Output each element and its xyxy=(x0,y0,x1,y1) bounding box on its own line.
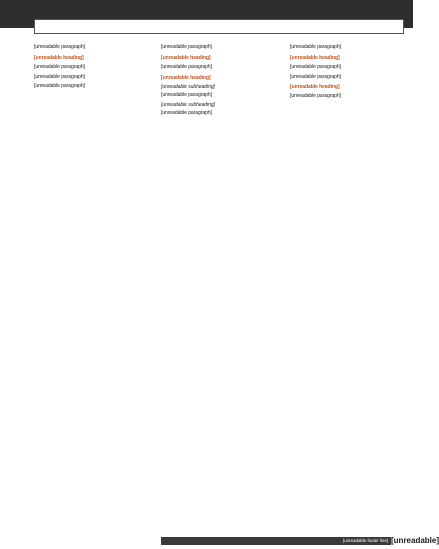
section-heading: [unreadable heading] xyxy=(290,54,340,61)
section-heading: [unreadable heading] xyxy=(34,54,84,61)
text-column-3 xyxy=(290,44,404,524)
paragraph: [unreadable paragraph] xyxy=(34,83,85,90)
paragraph: [unreadable paragraph] xyxy=(34,44,85,50)
text-column-1 xyxy=(34,44,148,524)
section-heading: [unreadable heading] xyxy=(161,74,211,81)
journal-footer: [unreadable footer line] xyxy=(161,537,391,545)
section-heading: [unreadable heading] xyxy=(290,84,340,91)
text-column-2 xyxy=(161,44,275,524)
paragraph: [unreadable paragraph] xyxy=(290,93,341,100)
subsection-heading: [unreadable subheading] xyxy=(161,84,215,91)
paragraph: [unreadable paragraph] xyxy=(290,63,341,70)
paragraph: [unreadable paragraph] xyxy=(161,92,212,99)
page-number: [unreadable] xyxy=(391,536,439,545)
subsection-heading: [unreadable subheading] xyxy=(161,102,215,109)
paragraph: [unreadable paragraph] xyxy=(161,44,212,50)
section-heading: [unreadable heading] xyxy=(161,54,211,61)
paragraph: [unreadable paragraph] xyxy=(34,63,85,70)
paragraph: [unreadable paragraph] xyxy=(161,109,212,116)
running-header xyxy=(34,19,404,34)
paragraph: [unreadable paragraph] xyxy=(290,44,341,50)
paragraph: [unreadable paragraph] xyxy=(34,73,85,80)
paragraph: [unreadable paragraph] xyxy=(290,73,341,80)
paragraph: [unreadable paragraph] xyxy=(161,63,212,70)
